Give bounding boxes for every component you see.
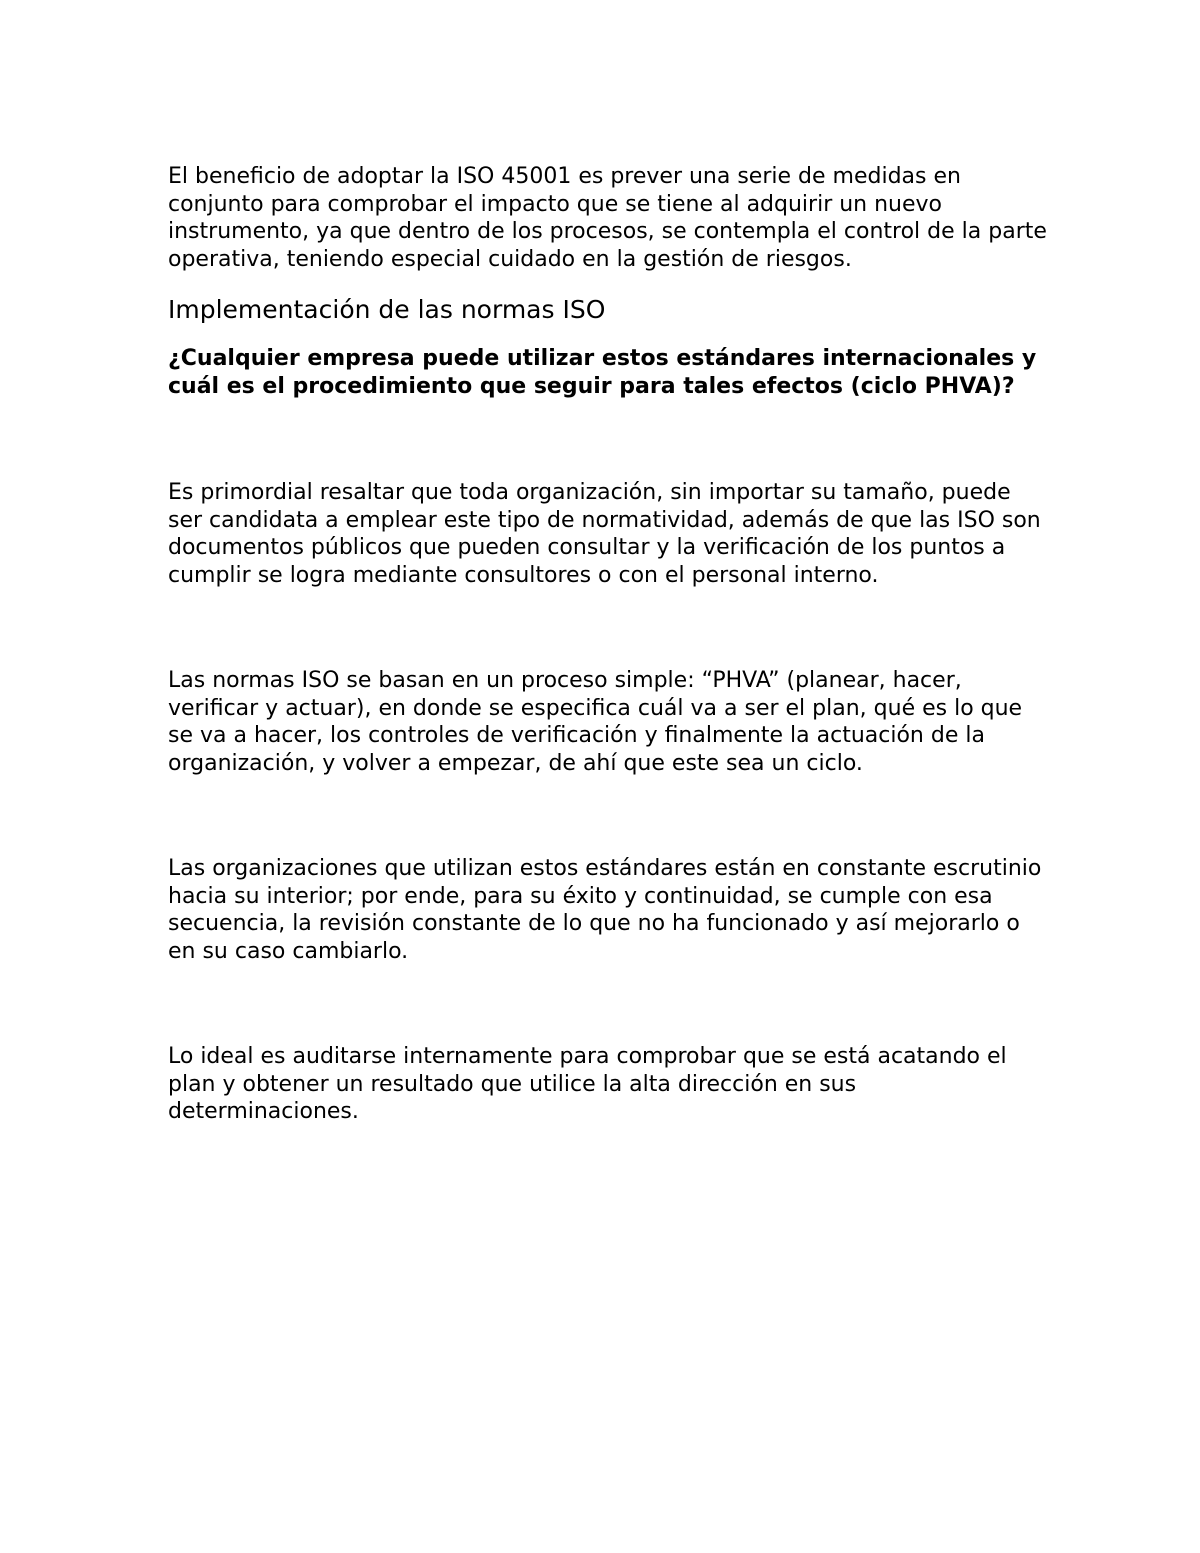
bold-question: ¿Cualquier empresa puede utilizar estos estándares internacionales y cuál es el procedimiento que seguir para tales efectos (ciclo PHVA)? (168, 346, 1037, 399)
paragraph-phva-process: Las normas ISO se basan en un proceso simple: “PHVA” (planear, hacer, verificar y actuar), en donde se especifica cuál va a ser el plan, qué es lo que se va a hacer, los controles de verificación y finalmente la actuación de la organización, y volver a empezar, de ahí que este sea un ciclo. (168, 668, 1023, 776)
paragraph-any-organization: Es primordial resaltar que toda organización, sin importar su tamaño, puede ser candidata a emplear este tipo de normatividad, además de que las ISO son documentos públicos que pueden consultar y la verificación de los puntos a cumplir se logra mediante consultores o con el personal interno. (168, 480, 1041, 588)
section-heading: Implementación de las normas ISO (168, 295, 606, 324)
document-page (168, 163, 1048, 1126)
paragraph-internal-audit: Lo ideal es auditarse internamente para comprobar que se está acatando el plan y obtener un resultado que utilice la alta dirección en sus determinaciones. (168, 1044, 1007, 1124)
paragraph-iso-45001-benefit: El beneficio de adoptar la ISO 45001 es prever una serie de medidas en conjunto para comprobar el impacto que se tiene al adquirir un nuevo instrumento, ya que dentro de los procesos, se contempla el control de la parte operativa, teniendo especial cuidado en la gestión de riesgos. (168, 164, 1047, 272)
paragraph-constant-scrutiny: Las organizaciones que utilizan estos estándares están en constante escrutinio hacia su interior; por ende, para su éxito y continuidad, se cumple con esa secuencia, la revisión constante de lo que no ha funcionado y así mejorarlo o en su caso cambiarlo. (168, 856, 1042, 964)
